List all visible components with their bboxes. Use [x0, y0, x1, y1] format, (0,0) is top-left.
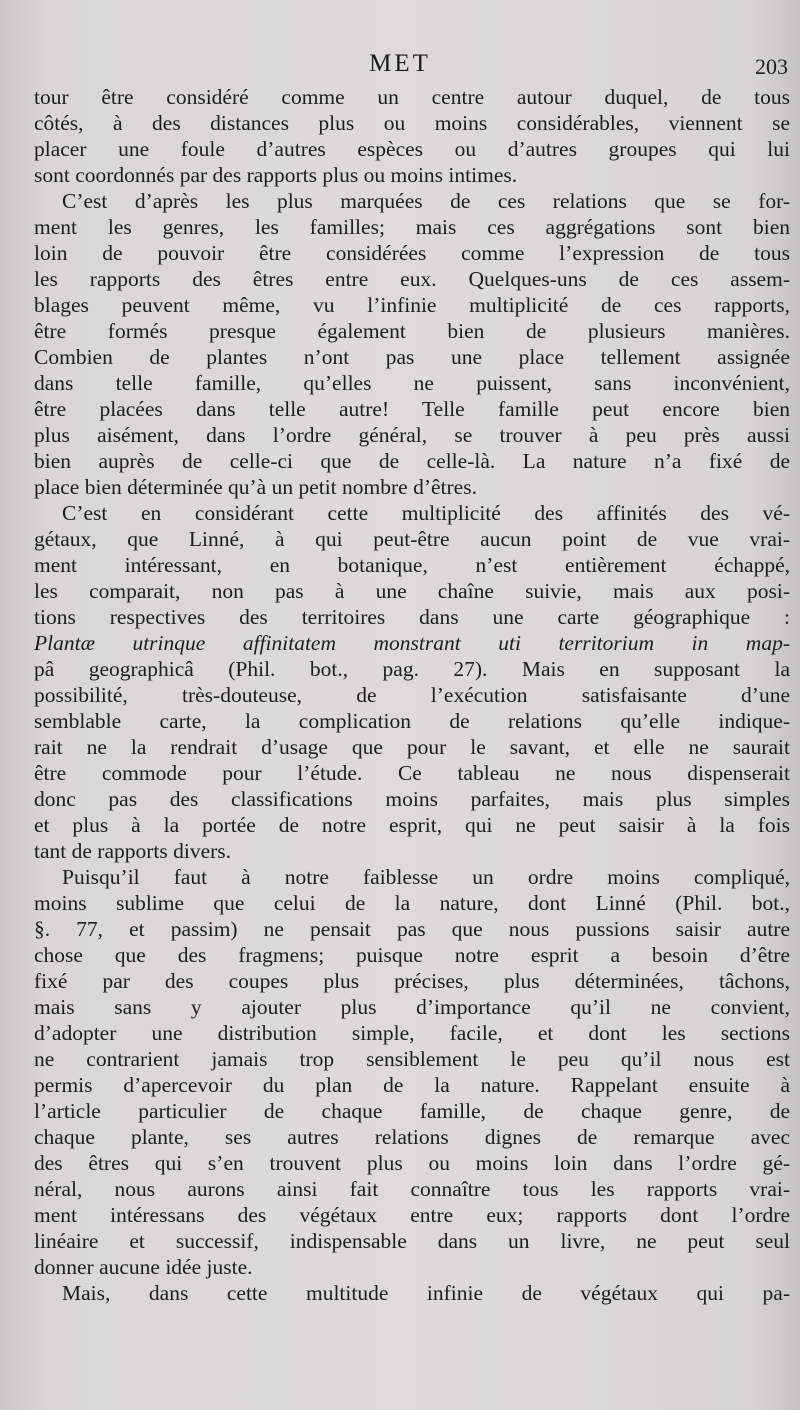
- text-line: Puisqu’il faut à notre faiblesse un ordre moins compliqué,: [62, 865, 790, 889]
- text-line: rait ne la rendrait d’usage que pour le savant, et elle ne saurait: [34, 735, 790, 759]
- text-line: §. 77, et passim) ne pensait pas que nous pussions saisir autre: [34, 917, 790, 941]
- text-line: chaque plante, ses autres relations dignes de remarque avec: [34, 1125, 790, 1149]
- text-line: mais sans y ajouter plus d’importance qu’il ne convient,: [34, 995, 790, 1019]
- text-line: loin de pouvoir être considérées comme l’expression de tous: [34, 241, 790, 265]
- text-line: néral, nous aurons ainsi fait connaître tous les rapports vrai-: [34, 1177, 790, 1201]
- text-line: C’est d’après les plus marquées de ces relations que se for-: [62, 189, 790, 213]
- text-line: semblable carte, la complication de relations qu’elle indique-: [34, 709, 790, 733]
- text-line: ment intéressant, en botanique, n’est entièrement échappé,: [34, 553, 790, 577]
- text-line: donc pas des classifications moins parfaites, mais plus simples: [34, 787, 790, 811]
- text-line: possibilité, très-douteuse, de l’exécution satisfaisante d’une: [34, 683, 790, 707]
- text-line: tour être considéré comme un centre autour duquel, de tous: [34, 85, 790, 109]
- running-head: [0, 50, 800, 82]
- text-line: l’article particulier de chaque famille, de chaque genre, de: [34, 1099, 790, 1123]
- text-line: tions respectives des territoires dans une carte géographique :: [34, 605, 790, 629]
- text-line: linéaire et successif, indispensable dans un livre, ne peut seul: [34, 1229, 790, 1253]
- text-line: et plus à la portée de notre esprit, qui ne peut saisir à la fois: [34, 813, 790, 837]
- text-line: chose que des fragmens; puisque notre esprit a besoin d’être: [34, 943, 790, 967]
- text-line: placer une foule d’autres espèces ou d’autres groupes qui lui: [34, 137, 790, 161]
- text-line: ment intéressans des végétaux entre eux; rapports dont l’ordre: [34, 1203, 790, 1227]
- body-text: [34, 84, 790, 1306]
- text-line: Mais, dans cette multitude infinie de végétaux qui pa-: [62, 1281, 790, 1305]
- text-line: les comparait, non pas à une chaîne suivie, mais aux posi-: [34, 579, 790, 603]
- text-line: ment les genres, les familles; mais ces aggrégations sont bien: [34, 215, 790, 239]
- text-line: dans telle famille, qu’elles ne puissent, sans inconvénient,: [34, 371, 790, 395]
- text-line: tant de rapports divers.: [34, 839, 232, 863]
- text-line: gétaux, que Linné, à qui peut-être aucun point de vue vrai-: [34, 527, 790, 551]
- text-line: côtés, à des distances plus ou moins considérables, viennent se: [34, 111, 790, 135]
- text-line: les rapports des êtres entre eux. Quelques-uns de ces assem-: [34, 267, 790, 291]
- running-head-title: MET: [369, 50, 431, 77]
- text-line: être commode pour l’étude. Ce tableau ne nous dispenserait: [34, 761, 790, 785]
- text-line: Plantæ utrinque affinitatem monstrant uti territorium in map-: [34, 631, 790, 655]
- text-line: place bien déterminée qu’à un petit nombre d’êtres.: [34, 475, 477, 499]
- text-line: plus aisément, dans l’ordre général, se trouver à peu près aussi: [34, 423, 790, 447]
- text-line: être formés presque également bien de plusieurs manières.: [34, 319, 790, 343]
- text-line: des êtres qui s’en trouvent plus ou moins loin dans l’ordre gé-: [34, 1151, 790, 1175]
- text-line: être placées dans telle autre! Telle famille peut encore bien: [34, 397, 790, 421]
- text-line: C’est en considérant cette multiplicité des affinités des vé-: [62, 501, 790, 525]
- text-line: permis d’apercevoir du plan de la nature. Rappelant ensuite à: [34, 1073, 790, 1097]
- text-line: sont coordonnés par des rapports plus ou moins intimes.: [34, 163, 518, 187]
- text-line: bien auprès de celle-ci que de celle-là. La nature n’a fixé de: [34, 449, 790, 473]
- text-line: donner aucune idée juste.: [34, 1255, 253, 1279]
- text-line: Combien de plantes n’ont pas une place tellement assignée: [34, 345, 790, 369]
- page-number: 203: [755, 54, 788, 79]
- text-line: fixé par des coupes plus précises, plus déterminées, tâchons,: [34, 969, 790, 993]
- text-line: pâ geographicâ (Phil. bot., pag. 27). Mais en supposant la: [34, 657, 790, 681]
- text-line: d’adopter une distribution simple, facile, et dont les sections: [34, 1021, 790, 1045]
- text-line: moins sublime que celui de la nature, dont Linné (Phil. bot.,: [34, 891, 790, 915]
- text-line: ne contrarient jamais trop sensiblement le peu qu’il nous est: [34, 1047, 790, 1071]
- text-line: blages peuvent même, vu l’infinie multiplicité de ces rapports,: [34, 293, 790, 317]
